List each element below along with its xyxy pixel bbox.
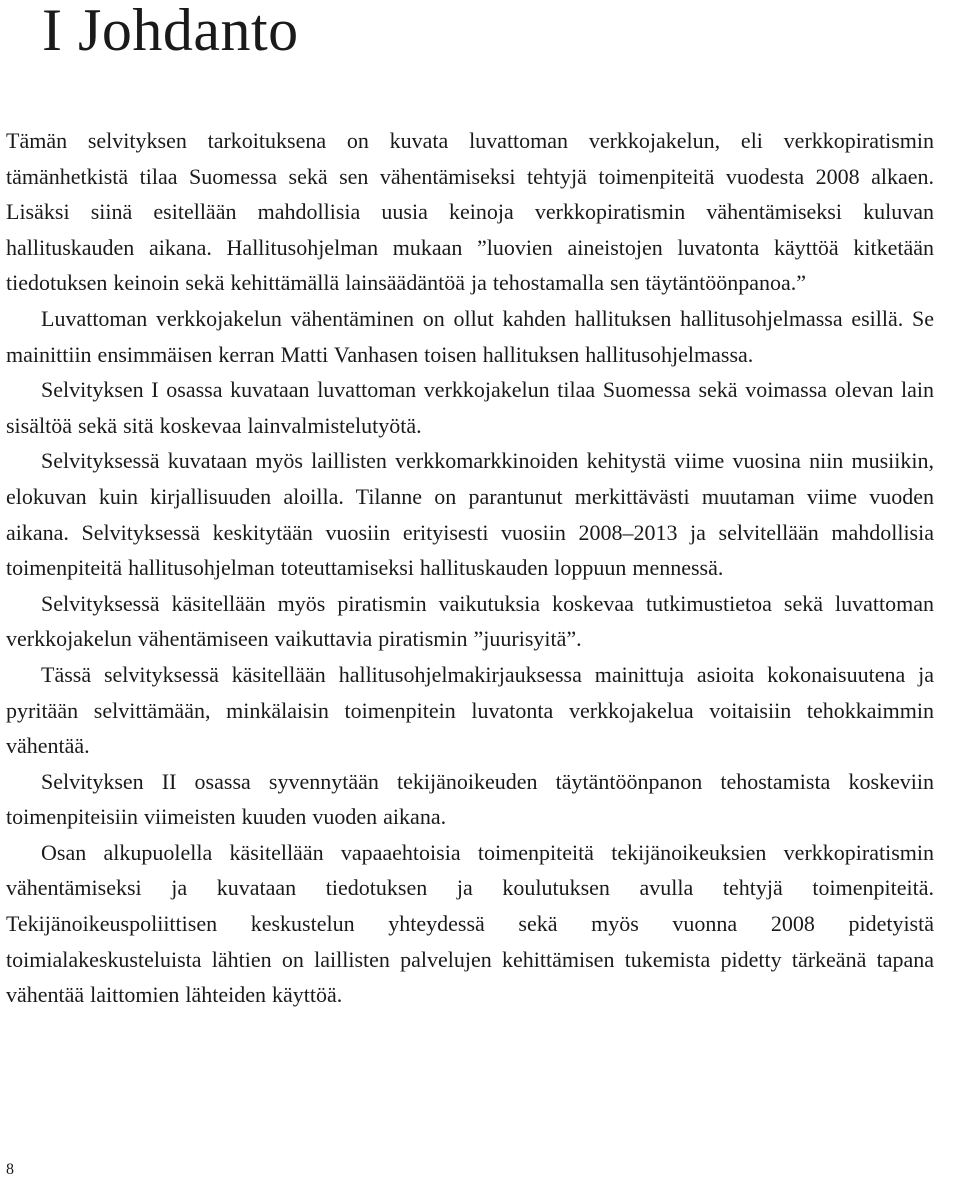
paragraph-part-one: Selvityksen I osassa kuvataan luvattoman verkkojakelun tilaa Suomessa sekä voimassa olevan lain sisältöä sekä sitä koskevaa lainvalmistelutyötä.	[6, 377, 934, 438]
paragraph-research: Selvityksessä käsitellään myös piratismin vaikutuksia koskevaa tutkimustietoa sekä luvattoman verkkojakelun vähentämiseen vaikuttavia piratismin ”juurisyitä”.	[6, 590, 934, 652]
paragraph-intro: Tämän selvityksen tarkoituksena on kuvata luvattoman verkkojakelun, eli verkkopiratismin tämänhetkistä tilaa Suomessa sekä sen vähentämiseksi tehtyjä toimenpiteitä vuodesta 2008 alkaen. Lisäksi siinä esitellään mahdollisia uusia keinoja verkkopiratismin vähentämiseksi kuluvan hallituskauden aikana. Hallitusohjelman mukaan ”luovien aineistojen luvatonta käyttöä kitketään tiedotuksen keinoin sekä kehittämällä lainsäädäntöä ja tehostamalla sen täytäntöönpanoa.”	[6, 128, 934, 296]
paragraph-legal-markets: Selvityksessä kuvataan myös laillisten verkkomarkkinoiden kehitystä viime vuosina niin musiikin, elokuvan kuin kirjallisuuden aloilla. Tilanne on parantunut merkittävästi muutaman viime vuoden aikana. Selvityksessä keskitytään vuosiin erityisesti vuosiin 2008–2013 ja selvitellään mahdollisia toimenpiteitä hallitusohjelman toteuttamiseksi hallituskauden loppuun mennessä.	[6, 448, 934, 581]
paragraph-scope: Tässä selvityksessä käsitellään hallitusohjelmakirjauksessa mainittuja asioita kokonaisuutena ja pyritään selvittämään, minkälaisin toimenpitein luvatonta verkkojakelua voitaisiin tehokkaimmin vähentää.	[6, 661, 934, 759]
paragraph-voluntary-measures: Osan alkupuolella käsitellään vapaaehtoisia toimenpiteitä tekijänoikeuksien verkkopiratismin vähentämiseksi ja kuvataan tiedotuksen ja koulutuksen avulla tehtyjä toimenpiteitä. Tekijänoikeuspoliittisen keskustelun yhteydessä sekä myös vuonna 2008 pidetyistä toimialakeskusteluista lähtien on laillisten palvelujen kehittämisen tukemista pidetty tärkeänä tapana vähentää laittomien lähteiden käyttöä.	[6, 839, 934, 1008]
body-text	[6, 123, 934, 1013]
paragraph-government-programme: Luvattoman verkkojakelun vähentäminen on ollut kahden hallituksen hallitusohjelmassa esillä. Se mainittiin ensimmäisen kerran Matti Vanhasen toisen hallituksen hallitusohjelmassa.	[6, 305, 934, 367]
chapter-title: I Johdanto	[42, 0, 299, 63]
paragraph-part-two: Selvityksen II osassa syvennytään tekijänoikeuden täytäntöönpanon tehostamista koskeviin toimenpiteisiin viimeisten kuuden vuoden aikana.	[6, 768, 934, 830]
page-number: 8	[6, 1161, 14, 1178]
